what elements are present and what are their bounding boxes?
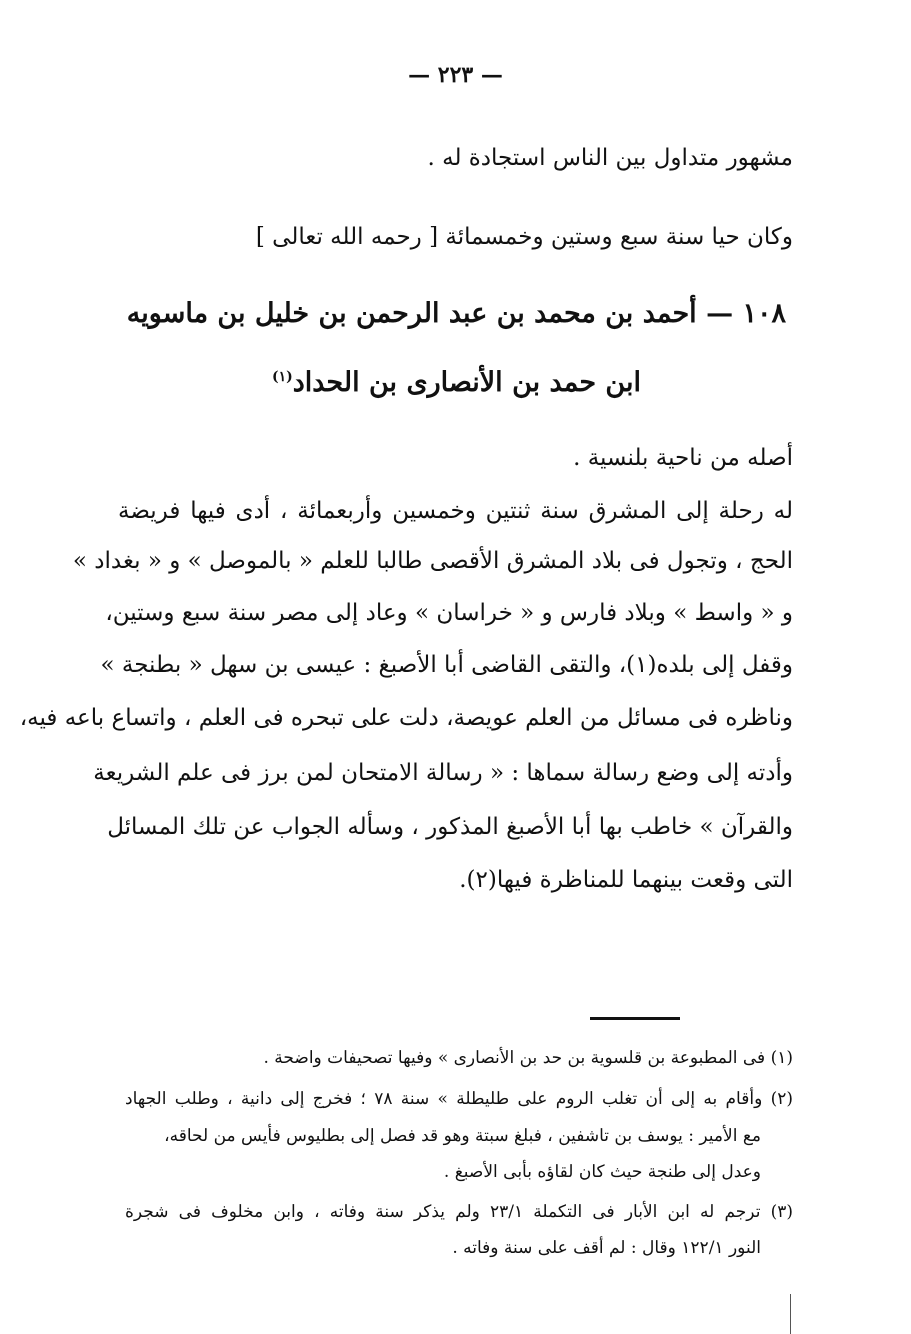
body-line-origin: أصله من ناحية بلنسية . [573, 445, 793, 471]
footnote-ref: (١) [271, 369, 293, 385]
paragraph-line: التى وقعت بينهما للمناظرة فيها(٢). [459, 867, 793, 893]
paragraph-line: وأدته إلى وضع رسالة سماها : « رسالة الامتحان لمن برز فى علم الشريعة [93, 760, 793, 786]
footnote-2: (٢) وأقام به إلى أن تغلب الروم على طليطلة » سنة ٧٨ ؛ فخرج إلى دانية ، وطلب الجهاد [125, 1089, 793, 1109]
page-number: — ٢٢٣ — [408, 62, 503, 88]
paragraph-line: وناظره فى مسائل من العلم عويصة، دلت على تبحره فى العلم ، واتساع باعه فيه، [19, 705, 793, 731]
footnote-2-cont: مع الأمير : يوسف بن تاشفين ، فبلغ سبتة وهو قد فصل إلى بطليوس فأيس من لحاقه، [164, 1126, 761, 1146]
body-line-continuation: مشهور متداول بين الناس استجادة له . [427, 145, 793, 171]
paragraph-line: و « واسط » وبلاد فارس و « خراسان » وعاد إلى مصر سنة سبع وستين، [105, 600, 793, 626]
paragraph-line: وقفل إلى بلده(١)، والتقى القاضى أبا الأصبغ : عيسى بن سهل « بطنجة » [100, 652, 793, 678]
paragraph-line: الحج ، وتجول فى بلاد المشرق الأقصى طالبا للعلم « بالموصل » و « بغداد » [72, 548, 793, 574]
entry-heading-text: ابن حمد بن الأنصارى بن الحداد [292, 367, 641, 398]
scan-edge-mark [790, 1294, 791, 1334]
footnote-2-cont: وعدل إلى طنجة حيث كان لقاؤه بأبى الأصبغ . [443, 1162, 761, 1182]
footnote-3-cont: النور ١٢٢/١ وقال : لم أقف على سنة وفاته . [452, 1238, 761, 1258]
body-line-death-date: وكان حيا سنة سبع وستين وخمسمائة [ رحمه الله تعالى ] [255, 224, 793, 250]
footnote-3: (٣) ترجم له ابن الأبار فى التكملة ٢٣/١ ولم يذكر سنة وفاته ، وابن مخلوف فى شجرة [125, 1202, 793, 1222]
paragraph-line: له رحلة إلى المشرق سنة ثنتين وخمسين وأربعمائة ، أدى فيها فريضة [118, 498, 793, 524]
footnote-1: (١) فى المطبوعة بن قلسوية بن حد بن الأنصارى » وفيها تصحيفات واضحة . [263, 1048, 793, 1068]
footnote-separator [590, 1017, 680, 1020]
entry-heading: ١٠٨ — أحمد بن محمد بن عبد الرحمن بن خليل بن ماسويه [126, 298, 786, 329]
entry-heading-continuation [272, 360, 641, 400]
paragraph-line: والقرآن » خاطب بها أبا الأصبغ المذكور ، وسأله الجواب عن تلك المسائل [107, 814, 793, 840]
